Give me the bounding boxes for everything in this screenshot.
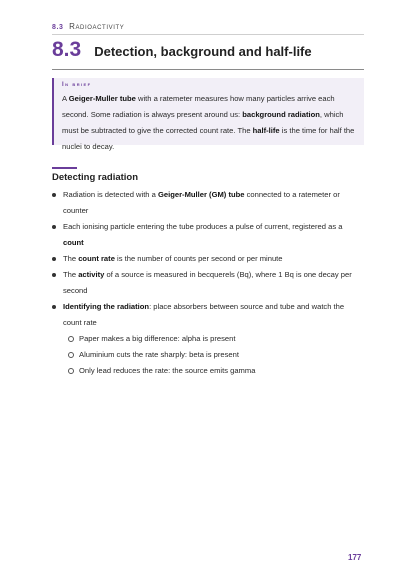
hollow-bullet-icon: [68, 352, 74, 358]
sub-bullet-text: Paper makes a big difference: alpha is present: [79, 334, 236, 343]
section-title-text: Detection, background and half-life: [94, 44, 312, 59]
bullet-item: [52, 187, 364, 219]
text-run: Radiation is detected with a: [63, 190, 158, 199]
sub-bullet-item: [63, 347, 364, 363]
page-number: 177: [348, 553, 362, 562]
text-run: connected to a ratemeter or counter: [63, 190, 340, 215]
bold-term: Geiger-Muller (GM) tube: [157, 190, 245, 199]
text-run: The: [63, 254, 79, 263]
bold-term: half-life: [252, 126, 280, 135]
text-run: A: [62, 94, 69, 103]
section-accent-bar: [52, 167, 77, 169]
bold-term: count: [63, 238, 84, 247]
text-run: is the time for half the nuclei to decay.: [62, 126, 355, 151]
bold-term: background radiation: [242, 110, 320, 119]
bold-term: Identifying the radiation: [63, 302, 150, 311]
bold-term: activity: [78, 270, 105, 279]
text-run: with a ratemeter measures how many particles arrive each second. Some radiation is always present around us:: [62, 94, 335, 119]
bullet-dot-icon: [52, 257, 56, 261]
sub-bullet-list: [63, 331, 364, 379]
hollow-bullet-icon: [68, 368, 74, 374]
bullet-item: [52, 251, 364, 267]
sub-bullet-item: [63, 331, 364, 347]
in-brief-text: [62, 91, 356, 155]
text-run: Each ionising particle entering the tube produces a pulse of current, registered as a: [63, 222, 343, 231]
running-head: [52, 22, 124, 31]
in-brief-label: In brief: [62, 82, 92, 88]
in-brief-box: [52, 78, 364, 151]
running-head-number: 8.3: [52, 24, 64, 31]
text-run: of a source is measured in becquerels (Bq), where 1 Bq is one decay per second: [63, 270, 352, 295]
running-head-title: Radioactivity: [69, 22, 125, 31]
bullet-list: [52, 187, 364, 379]
bullet-dot-icon: [52, 193, 56, 197]
sub-bullet-text: Only lead reduces the rate: the source emits gamma: [79, 366, 256, 375]
running-head-rule: [52, 34, 364, 35]
bullet-item: [52, 219, 364, 251]
section-title: [52, 38, 312, 64]
hollow-bullet-icon: [68, 336, 74, 342]
text-run: is the number of counts per second or per minute: [114, 254, 283, 263]
sub-bullet-item: [63, 363, 364, 379]
bold-term: count rate: [78, 254, 115, 263]
section-heading: Detecting radiation: [52, 172, 139, 183]
text-run: , which must be subtracted to give the corrected count rate. The: [62, 110, 344, 135]
bullet-item: [52, 267, 364, 299]
text-run: The: [63, 270, 79, 279]
text-run: : place absorbers between source and tube and watch the count rate: [63, 302, 345, 327]
bullet-item: [52, 299, 364, 379]
bullet-dot-icon: [52, 305, 56, 309]
section-number: 8.3: [52, 38, 82, 61]
bullet-dot-icon: [52, 225, 56, 229]
bullet-dot-icon: [52, 273, 56, 277]
sub-bullet-text: Aluminium cuts the rate sharply: beta is present: [79, 350, 239, 359]
title-rule: [52, 69, 364, 70]
bold-term: Geiger-Muller tube: [68, 94, 136, 103]
